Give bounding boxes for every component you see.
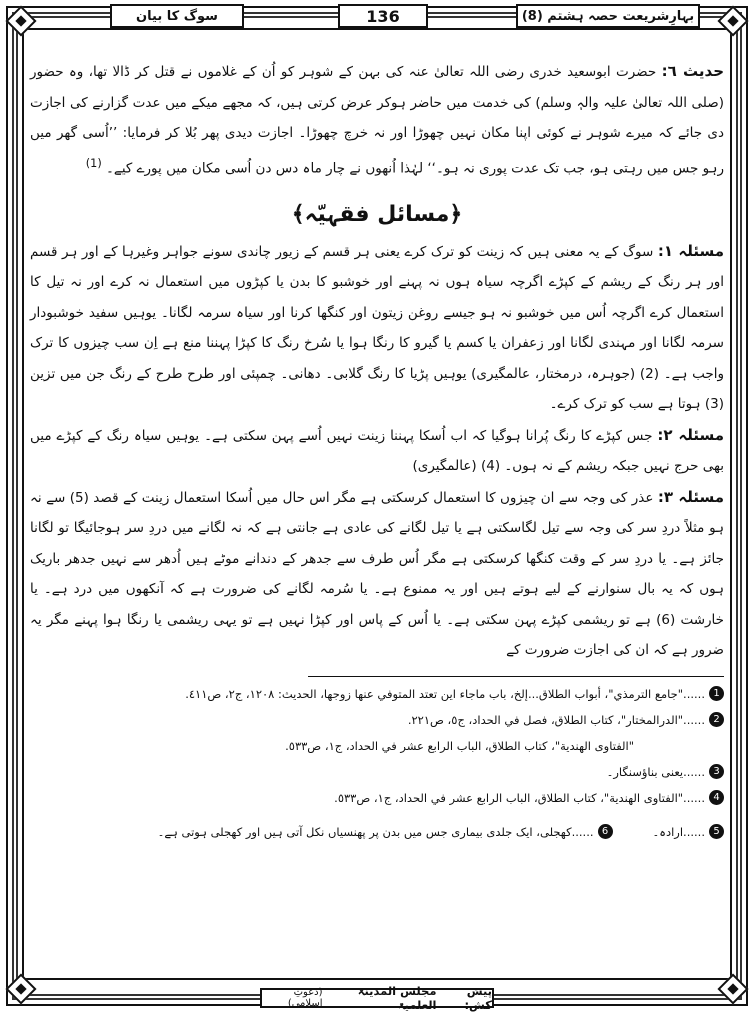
footnote-2-continued xyxy=(30,737,724,755)
masala-1-label: مسئلہ ۱: xyxy=(657,241,724,260)
footnote-6 xyxy=(158,823,613,841)
masala-1 xyxy=(30,236,724,420)
page-content xyxy=(30,56,724,849)
masala-2 xyxy=(30,420,724,482)
footnotes xyxy=(30,685,724,849)
footnote-number: 3 xyxy=(709,764,724,779)
footnote-4 xyxy=(30,789,724,807)
masala-2-label: مسئلہ ۲: xyxy=(657,425,724,444)
footnote-text: ......"الدرالمختار"، كتاب الطلاق، فصل في الحداد، ج٥، ص٢٢١. xyxy=(407,712,705,727)
header-page-number: 136 xyxy=(338,4,428,28)
masala-3-label: مسئلہ ۳: xyxy=(657,487,724,506)
footnote-text: ......یعنی بناؤسنگار۔ xyxy=(606,764,705,779)
masala-1-text: سوگ کے یہ معنی ہیں کہ زینت کو ترک کرے یعنی ہر قسم کے زیور چاندی سونے جواہر وغیرہا کے اور ہر قسم اور ہر رنگ کے ریشم کے کپڑے اگرچہ سیاہ ہوں نہ پہنے اور خوشبو کا بدن یا کپڑوں میں استعمال نہ کرے اور نہ تیل کا استعمال کرے اگرچہ اُس میں خوشبو نہ ہو جیسے روغن زیتون اور کنگھا کرنا اور سیاہ سرمہ لگانا۔ یوہیں سفید خوشبودار سرمہ لگانا اور مہندی لگانا اور زعفران یا کسم یا گیرو کا رنگا ہوا یا سُرخ رنگ کا کپڑا پہننا منع ہے اِن سب چیزوں کا ترک واجب ہے۔ (2) (جوہرہ، درمختار، عالمگیری) یوہیں پڑیا کا رنگ گلابی۔ دھانی۔ چمپئی اور طرح طرح کے رنگ جن میں تزین (3) ہوتا ہے سب کو ترک کرے۔ xyxy=(30,243,724,412)
footer-publisher xyxy=(260,984,494,1012)
footnote-text: ......ارادہ۔ xyxy=(652,824,705,839)
footnote-number: 6 xyxy=(598,824,613,839)
footnote-text: ......"جامع الترمذي"، أبواب الطلاق...إلخ، باب ماجاء اين تعتد المتوفي عنها زوجها، الحديث: ١٢٠٨، ج٢، ص٤١١. xyxy=(185,686,705,701)
footer-prefix: پیش کش: xyxy=(464,984,492,1012)
footer-org: (دعوتِ اسلامی) xyxy=(287,987,323,1009)
hadith-paragraph xyxy=(30,56,724,184)
hadith-text: حضرت ابوسعید خدری رضی اللہ تعالیٰ عنہ کی بہن کے شوہر کو اُن کے غلاموں نے قتل کر ڈالا تھا، وہ حضور (صلی اللہ تعالیٰ علیہ والہٖ وسلم) کی خدمت میں حاضر ہوکر عرض کرتی ہیں، کہ مجھے میکے میں عدت گزارنے کی اجازت دی جائے کہ میرے شوہر نے کوئی اپنا مکان نہیں چھوڑا اور نہ خرچ چھوڑا۔ اجازت دیدی پھر بُلا کر فرمایا: ’’اُسی گھر میں رہو جس میں رہتی ہو، جب تک عدت پوری نہ ہو۔‘‘ لہٰذا اُنھوں نے چار ماہ دس دن اُسی مکان میں پورے کیے۔ xyxy=(30,64,724,176)
footnote-number: 5 xyxy=(709,824,724,839)
masala-2-text: جس کپڑے کا رنگ پُرانا ہوگیا کہ اب اُسکا پہننا زینت نہیں اُسے پہن سکتی ہے۔ یوہیں سیاہ رنگ کے کپڑے میں بھی حرج نہیں جبکہ ریشم کے نہ ہوں۔ (4) (عالمگیری) xyxy=(30,427,724,474)
footnote-number: 2 xyxy=(709,712,724,727)
footnote-number: 4 xyxy=(709,790,724,805)
footnote-row-5-6 xyxy=(30,815,724,849)
footnote-text: "الفتاوى الهندية"، كتاب الطلاق، الباب الرابع عشر في الحداد، ج١، ص٥٣٣. xyxy=(285,738,634,753)
footnote-3 xyxy=(30,763,724,781)
footnote-divider xyxy=(308,676,724,677)
footnote-number: 1 xyxy=(709,686,724,701)
section-title: ﴿مسائل فقہیّہ﴾ xyxy=(291,201,463,227)
header-book-title: بہارِشریعت حصہ ہشتم (8) xyxy=(516,4,700,28)
footer-publisher-name: مجلس المدینۃ العلمیۃ xyxy=(357,984,437,1012)
header-chapter-title: سوگ کا بیان xyxy=(110,4,244,28)
footnote-text: ......کھجلی، ایک جلدی بیماری جس میں بدن پر پھنسیاں نکل آتی ہیں اور کھجلی ہوتی ہے۔ xyxy=(157,824,594,839)
masala-3 xyxy=(30,482,724,666)
footnote-text: ......"الفتاوى الهندية"، كتاب الطلاق، الباب الرابع عشر في الحداد، ج١، ص٥٣٣. xyxy=(334,790,705,805)
hadith-reference: (1) xyxy=(85,156,102,170)
hadith-label: حدیث ٦: xyxy=(661,62,725,80)
masala-3-text: عذر کی وجہ سے ان چیزوں کا استعمال کرسکتی ہے مگر اس حال میں اُسکا استعمال زینت کے قصد (5) سے نہ ہو مثلاً دردِ سر کی وجہ سے تیل لگاسکتی ہے یا تیل لگانے کی عادی ہے جانتی ہے کہ نہ لگانے میں دردِ سر ہوجائیگا تو لگانا جائز ہے۔ یا دردِ سر کے وقت کنگھا کرسکتی ہے مگر اُس طرف سے جدھر کے دندانے موٹے ہیں اُدھر سے نہیں جدھر باریک ہوں کہ یہ بال سنوارنے کے لیے ہوتے ہیں اور یہ ممنوع ہے۔ یا سُرمہ لگانے کی ضرورت ہے کہ آنکھوں میں درد ہے۔ یا خارشت (6) ہے تو ریشمی کپڑے پہن سکتی ہے۔ یا اُس کے پاس اور کپڑا نہیں ہے تو یہی ریشمی یا رنگا ہوا پہنے مگر یہ ضرور ہے کہ ان کی اجازت ضرورت کے xyxy=(30,489,725,658)
footnote-1 xyxy=(30,685,724,703)
footnote-5 xyxy=(653,823,724,841)
footnote-2 xyxy=(30,711,724,729)
